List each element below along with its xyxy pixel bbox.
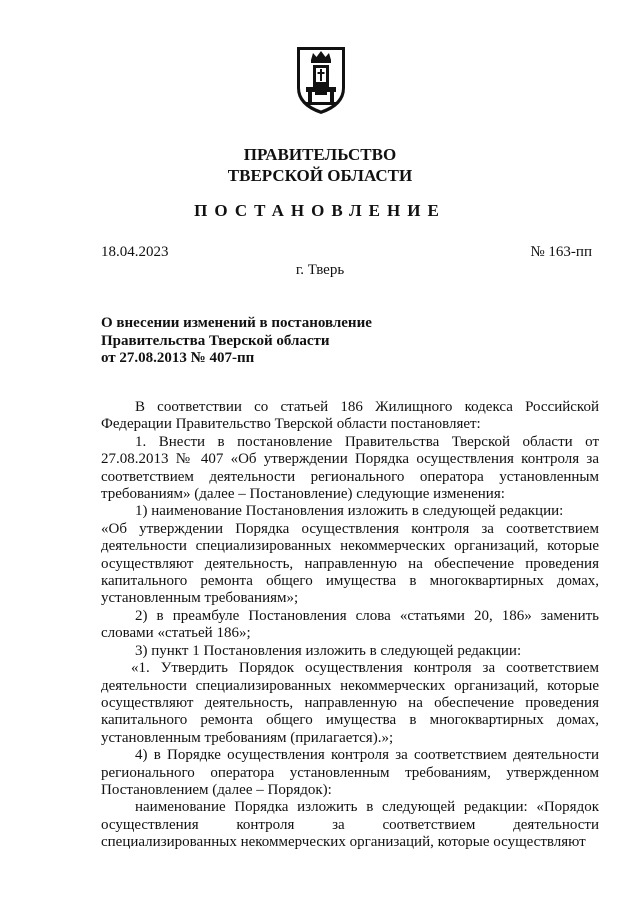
body-paragraph-item-1: 1. Внести в постановление Правительства Тверской области от 27.08.2013 № 407 «Об утверждении Порядка осуществления контроля за соответствием деятельности регионального оператора установленным требованиям» (далее – Постановление) следующие изменения: bbox=[101, 433, 599, 503]
document-date: 18.04.2023 bbox=[101, 244, 169, 260]
document-city: г. Тверь bbox=[295, 262, 345, 278]
tver-oblast-coat-of-arms-icon bbox=[294, 44, 348, 116]
body-paragraph-subitem-3: 3) пункт 1 Постановления изложить в следующей редакции: bbox=[135, 642, 522, 659]
subject-line-2: Правительства Тверской области bbox=[101, 332, 330, 349]
document-subject bbox=[101, 315, 441, 368]
body-paragraph-subitem-4: 4) в Порядке осуществления контроля за соответствием деятельности регионального оператора установленным требованиям, утвержденном Постановлением (далее – Порядок): bbox=[101, 747, 599, 798]
subject-line-3: от 27.08.2013 № 407-пп bbox=[101, 350, 255, 366]
body-paragraph-order-title: наименование Порядка изложить в следующей редакции: «Порядок осуществления контроля за соответствием деятельности специализированных некоммерческих организаций, которые осуществляют bbox=[101, 799, 599, 851]
body-paragraph-subitem-2: 2) в преамбуле Постановления слова «статьями 20, 186» заменить словами «статьей 186»; bbox=[101, 607, 599, 642]
subject-line-1: О внесении изменений в постановление bbox=[101, 315, 372, 331]
body-paragraph-subitem-1: 1) наименование Постановления изложить в следующей редакции: bbox=[135, 503, 564, 520]
issuer-line-2: ТВЕРСКОЙ ОБЛАСТИ bbox=[227, 166, 413, 185]
body-paragraph-quote-2: «1. Утвердить Порядок осуществления контроля за соответствием деятельности специализированных некоммерческих организаций, которые осуществляют деятельность, направленную на обеспечение проведения капитального ремонта общего имущества в многоквартирных домах, установленным требованиям (прилагается).»; bbox=[101, 660, 599, 746]
body-paragraph-preamble: В соответствии со статьей 186 Жилищного кодекса Российской Федерации Правительство Тверской области постановляет: bbox=[101, 399, 599, 433]
document-type: ПОСТАНОВЛЕНИЕ bbox=[194, 201, 446, 220]
document-number: № 163-пп bbox=[530, 244, 592, 260]
issuer-block bbox=[0, 144, 640, 186]
body-paragraph-quote-1: «Об утверждении Порядка осуществления контроля за соответствием деятельности специализированных некоммерческих организаций, которые осуществляют деятельность, направленную на обеспечение проведения капитального ремонта общего имущества в многоквартирных домах, установленным требованиям»; bbox=[101, 520, 599, 607]
issuer-line-1: ПРАВИТЕЛЬСТВО bbox=[243, 145, 397, 164]
document-body bbox=[101, 399, 599, 852]
